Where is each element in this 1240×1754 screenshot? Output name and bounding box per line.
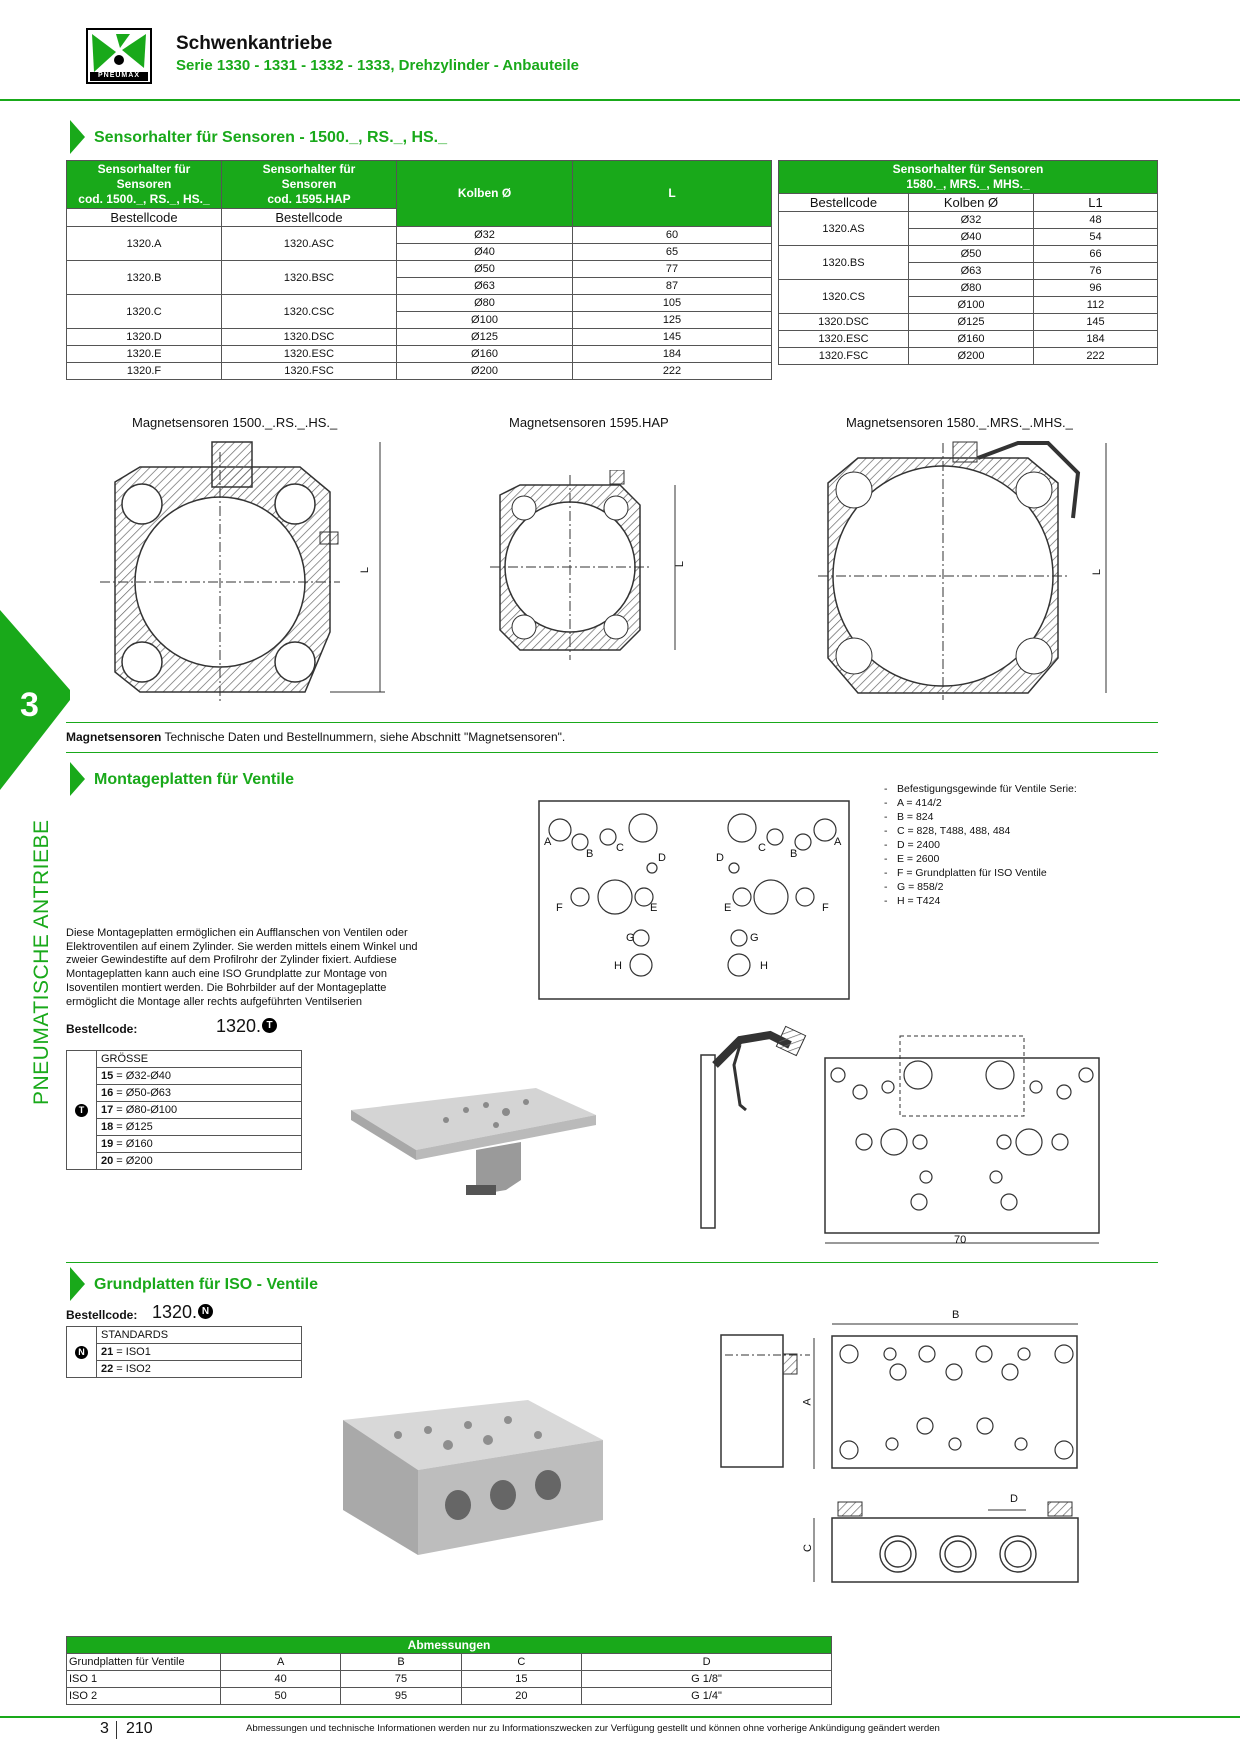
option-cell [97, 1153, 302, 1170]
table-row [67, 346, 772, 363]
head-line: cod. 1595.HAP [267, 192, 351, 206]
dim-L-2: L [674, 560, 687, 568]
table-row [67, 227, 772, 244]
table-row [779, 280, 1158, 297]
option-key: 15 [101, 1070, 114, 1082]
order-marker: T [262, 1018, 277, 1033]
table-row [67, 1102, 302, 1119]
plate-label-D2: D [716, 852, 724, 864]
code-1580: 1320.AS [779, 212, 909, 246]
bullet: - [884, 839, 888, 851]
l1-cell: 184 [1034, 331, 1158, 348]
dim-D: D [1010, 1493, 1018, 1505]
plate-label-F: F [556, 902, 563, 914]
thread-item [884, 880, 1144, 894]
desc-line: zweier Gewindestifte auf dem Profilrohr der Zylinder fixiert. Aufdiese [66, 954, 397, 967]
table-head: STANDARDS [97, 1327, 302, 1344]
size-table [66, 1050, 302, 1170]
table-row [779, 246, 1158, 263]
footer-disclaimer: Abmessungen und technische Informationen werden nur zu Informationszwecken zur Verfügung gestellt und können ohne vorherige Ankündigung geändert werden [246, 1723, 940, 1734]
l-cell: 87 [573, 278, 772, 295]
marker-dot: T [75, 1104, 88, 1117]
footer-rule [0, 1716, 1240, 1718]
code-1500: 1320.D [67, 329, 222, 346]
table-header-row [67, 1327, 302, 1344]
col-head-1595 [222, 161, 397, 209]
col-head: D [582, 1654, 832, 1671]
table-row [67, 363, 772, 380]
plate-label-C: C [616, 842, 624, 854]
head-line: Sensoren [116, 177, 172, 191]
cell: 50 [221, 1688, 341, 1705]
header-rule [0, 99, 1240, 101]
marker-dot: N [75, 1346, 88, 1359]
col-head: Grundplatten für Ventile [67, 1654, 221, 1671]
thread-text: A = 414/2 [897, 797, 942, 809]
code-1595: 1320.DSC [222, 329, 397, 346]
table-header-row [779, 161, 1158, 194]
thread-text: D = 2400 [897, 839, 940, 851]
col-head: A [221, 1654, 341, 1671]
kolben-cell: Ø40 [909, 229, 1034, 246]
chapter-number: 3 [20, 686, 39, 724]
code-1500: 1320.E [67, 346, 222, 363]
table-subheader-row [779, 194, 1158, 212]
cell: G 1/8" [582, 1671, 832, 1688]
table-row [67, 1688, 832, 1705]
dim-L-1: L [359, 566, 372, 574]
plate-label-F2: F [822, 902, 829, 914]
chapter-label: PNEUMATISCHE ANTRIEBE [30, 819, 53, 1105]
l-cell: 222 [573, 363, 772, 380]
desc-line: Diese Montageplatten ermöglichen ein Aufflanschen von Ventilen oder [66, 927, 408, 939]
head-line: Sensorhalter für [97, 162, 191, 176]
kolben-cell: Ø100 [909, 297, 1034, 314]
order-code-2: 1320. [152, 1302, 198, 1322]
kolben-cell: Ø200 [397, 363, 573, 380]
order-code-row-2 [66, 1302, 306, 1324]
section-arrow [70, 120, 85, 154]
table-row [67, 1361, 302, 1378]
thread-item [884, 866, 1144, 880]
section-rule [66, 722, 1158, 723]
section-title: Montageplatten für Ventile [94, 771, 295, 788]
mounting-plate-drawing [538, 800, 850, 1000]
thread-item [884, 824, 1144, 838]
col-head: B [341, 1654, 461, 1671]
page-subtitle: Serie 1330 - 1331 - 1332 - 1333, Drehzylinder - Anbauteile [176, 57, 579, 74]
sub-head: Bestellcode [222, 209, 397, 227]
kolben-cell: Ø40 [397, 244, 573, 261]
table-row [67, 1085, 302, 1102]
code-1500: 1320.F [67, 363, 222, 380]
option-cell [97, 1136, 302, 1153]
drawing-caption-3: Magnetsensoren 1580._.MRS._.MHS._ [846, 415, 1073, 430]
order-marker-2: N [198, 1304, 213, 1319]
table-row [67, 329, 772, 346]
l1-cell: 66 [1034, 246, 1158, 263]
standards-table [66, 1326, 302, 1378]
mounting-description [66, 927, 486, 1009]
option-key: 21 [101, 1346, 114, 1358]
thread-text: C = 828, T488, 488, 484 [897, 825, 1011, 837]
table-row [779, 331, 1158, 348]
page-number: 210 [126, 1720, 153, 1737]
option-key: 22 [101, 1363, 114, 1375]
bullet: - [884, 811, 888, 823]
marker-cell [67, 1327, 97, 1378]
marker-cell [67, 1051, 97, 1170]
table-row [67, 295, 772, 312]
kolben-cell: Ø160 [397, 346, 573, 363]
sensor-table-1 [66, 160, 772, 380]
sub-head: L1 [1034, 194, 1158, 212]
kolben-cell: Ø200 [909, 348, 1034, 365]
plate-label-E2: E [724, 902, 732, 914]
option-value: = Ø80-Ø100 [113, 1104, 178, 1116]
option-key: 19 [101, 1138, 114, 1150]
iso-baseplate-photo [338, 1400, 608, 1560]
kolben-cell: Ø80 [909, 280, 1034, 297]
thread-text: E = 2600 [897, 853, 940, 865]
option-key: 17 [101, 1104, 114, 1116]
option-key: 20 [101, 1155, 114, 1167]
kolben-cell: Ø125 [397, 329, 573, 346]
order-code: 1320. [216, 1016, 262, 1036]
head-line: cod. 1500._, RS._, HS._ [78, 192, 210, 206]
plate-label-B: B [586, 848, 594, 860]
section-rule-2 [66, 752, 1158, 753]
thread-item [884, 782, 1144, 796]
bracket-drawing [700, 1025, 810, 1230]
thread-item [884, 894, 1144, 908]
option-value: = Ø32-Ø40 [113, 1070, 172, 1082]
table-row [67, 261, 772, 278]
col-head-L: L [573, 161, 772, 227]
dim-B: B [952, 1309, 960, 1321]
code-1500: 1320.A [67, 227, 222, 261]
option-value: = ISO2 [113, 1363, 151, 1375]
desc-line: Isoventilen montiert werden. Die Bohrbilder auf der Montageplatte [66, 981, 387, 994]
order-label-2: Bestellcode: [66, 1308, 138, 1322]
sub-head: Bestellcode [67, 209, 222, 227]
l1-cell: 96 [1034, 280, 1158, 297]
table-row [67, 1344, 302, 1361]
plate-label-D: D [658, 852, 666, 864]
section-arrow [70, 1267, 85, 1301]
thread-text: B = 824 [897, 811, 934, 823]
table-header-row [67, 1654, 832, 1671]
option-value: = Ø200 [113, 1155, 153, 1167]
dim-L-3: L [1091, 568, 1104, 576]
code-1580: 1320.CS [779, 280, 909, 314]
col-head-1500 [67, 161, 222, 209]
head-line: Sensoren [281, 177, 337, 191]
code-1500: 1320.C [67, 295, 222, 329]
option-cell [97, 1068, 302, 1085]
table-title-row [67, 1637, 832, 1654]
cell: ISO 1 [67, 1671, 221, 1688]
table-row [779, 212, 1158, 229]
code-1500: 1320.B [67, 261, 222, 295]
dim-C: C [801, 1544, 814, 1552]
section-title: Grundplatten für ISO - Ventile [94, 1276, 319, 1293]
plate-label-G: G [626, 932, 635, 944]
col-head-1580 [779, 161, 1158, 194]
code-1580: 1320.DSC [779, 314, 909, 331]
bullet: - [884, 797, 888, 809]
l-cell: 125 [573, 312, 772, 329]
kolben-cell: Ø100 [397, 312, 573, 329]
bullet: - [884, 853, 888, 865]
desc-line: Elektroventilen auf einem Zylinder. Sie werden mittels einem Winkel und [66, 940, 418, 953]
thread-text: Befestigungsgewinde für Ventile Serie: [897, 783, 1077, 795]
section-arrow [70, 762, 85, 796]
thread-text: G = 858/2 [897, 881, 944, 893]
plate-front-drawing [824, 1030, 1100, 1255]
kolben-cell: Ø80 [397, 295, 573, 312]
page-title: Schwenkantriebe [176, 33, 333, 54]
plate-label-E: E [650, 902, 658, 914]
col-head-kolben: Kolben Ø [397, 161, 573, 227]
sensor-table-2 [778, 160, 1158, 365]
order-code-row [66, 1016, 306, 1038]
thread-item [884, 796, 1144, 810]
dim-A: A [801, 1398, 814, 1406]
cell: 15 [461, 1671, 581, 1688]
table-header-row [67, 1051, 302, 1068]
table-row [779, 348, 1158, 365]
bullet: - [884, 783, 888, 795]
kolben-cell: Ø160 [909, 331, 1034, 348]
l1-cell: 222 [1034, 348, 1158, 365]
logo-text: PNEUMAX [97, 72, 140, 79]
sensor-note-text: Technische Daten und Bestellnummern, siehe Abschnitt "Magnetsensoren". [161, 730, 566, 744]
table-row [67, 1153, 302, 1170]
drawing-caption-1: Magnetsensoren 1500._.RS._.HS._ [132, 415, 338, 430]
table-row [67, 1136, 302, 1153]
code-1580: 1320.FSC [779, 348, 909, 365]
head-line: 1580._, MRS._, MHS._ [906, 177, 1030, 191]
thread-item [884, 810, 1144, 824]
thread-text: H = T424 [897, 895, 941, 907]
sub-head: Kolben Ø [909, 194, 1034, 212]
table-head: GRÖSSE [97, 1051, 302, 1068]
l1-cell: 48 [1034, 212, 1158, 229]
bullet: - [884, 825, 888, 837]
section-rule-3 [66, 1262, 1158, 1263]
order-label: Bestellcode: [66, 1022, 138, 1036]
code-1595: 1320.ESC [222, 346, 397, 363]
option-cell [97, 1344, 302, 1361]
plate-label-A2: A [834, 836, 842, 848]
thread-list [884, 782, 1144, 908]
l-cell: 105 [573, 295, 772, 312]
thread-item [884, 852, 1144, 866]
bullet: - [884, 867, 888, 879]
footer-separator [116, 1721, 117, 1739]
option-value: = Ø50-Ø63 [113, 1087, 172, 1099]
plate-label-H: H [614, 960, 622, 972]
cell: 40 [221, 1671, 341, 1688]
option-value: = ISO1 [113, 1346, 151, 1358]
head-line: Sensorhalter für Sensoren [892, 162, 1044, 176]
plate-label-H2: H [760, 960, 768, 972]
desc-line: Montageplatten kann auch eine ISO Grundplatte zur Montage von [66, 968, 388, 981]
l-cell: 145 [573, 329, 772, 346]
code-1595: 1320.FSC [222, 363, 397, 380]
logo [86, 28, 152, 84]
sensor-note [66, 730, 565, 744]
plate-label-B2: B [790, 848, 798, 860]
code-1580: 1320.ESC [779, 331, 909, 348]
code-1580: 1320.BS [779, 246, 909, 280]
chapter-tab [0, 610, 70, 810]
option-cell [97, 1361, 302, 1378]
sensor-note-bold: Magnetsensoren [66, 730, 162, 744]
option-cell [97, 1085, 302, 1102]
plate-label-A: A [544, 836, 552, 848]
cell: G 1/4" [582, 1688, 832, 1705]
option-value: = Ø160 [113, 1138, 153, 1150]
l1-cell: 76 [1034, 263, 1158, 280]
col-head: C [461, 1654, 581, 1671]
kolben-cell: Ø125 [909, 314, 1034, 331]
kolben-cell: Ø32 [397, 227, 573, 244]
iso-front-drawing [801, 1490, 1088, 1585]
l-cell: 60 [573, 227, 772, 244]
code-1595: 1320.BSC [222, 261, 397, 295]
cell: 95 [341, 1688, 461, 1705]
option-key: 18 [101, 1121, 114, 1133]
mounting-plate-photo [346, 1080, 596, 1202]
l1-cell: 54 [1034, 229, 1158, 246]
cell: ISO 2 [67, 1688, 221, 1705]
thread-text: F = Grundplatten für ISO Ventile [897, 867, 1047, 879]
bullet: - [884, 895, 888, 907]
kolben-cell: Ø63 [397, 278, 573, 295]
option-cell [97, 1102, 302, 1119]
kolben-cell: Ø63 [909, 263, 1034, 280]
code-1595: 1320.ASC [222, 227, 397, 261]
table-header-row [67, 161, 772, 209]
sensor-holder-drawing-3 [818, 438, 1118, 700]
l1-cell: 112 [1034, 297, 1158, 314]
desc-line: ermöglicht die Montage aller rechts aufgeführten Ventilserien [66, 995, 362, 1008]
thread-item [884, 838, 1144, 852]
l1-cell: 145 [1034, 314, 1158, 331]
kolben-cell: Ø50 [397, 261, 573, 278]
cell: 75 [341, 1671, 461, 1688]
plate-label-C2: C [758, 842, 766, 854]
plate-label-G2: G [750, 932, 759, 944]
table-row [779, 314, 1158, 331]
table-title: Abmessungen [67, 1637, 832, 1654]
drawing-caption-2: Magnetsensoren 1595.HAP [509, 415, 669, 430]
l-cell: 65 [573, 244, 772, 261]
option-key: 16 [101, 1087, 114, 1099]
dimensions-table [66, 1636, 832, 1705]
sensor-holder-drawing-1 [100, 432, 400, 702]
cell: 20 [461, 1688, 581, 1705]
bullet: - [884, 881, 888, 893]
iso-top-drawing [800, 1309, 1090, 1474]
head-line: Sensorhalter für [262, 162, 356, 176]
section-title: Sensorhalter für Sensoren - 1500._, RS._, HS._ [94, 129, 448, 146]
table-row [67, 1671, 832, 1688]
table-row [67, 1119, 302, 1136]
code-1595: 1320.CSC [222, 295, 397, 329]
l-cell: 77 [573, 261, 772, 278]
kolben-cell: Ø50 [909, 246, 1034, 263]
kolben-cell: Ø32 [909, 212, 1034, 229]
footer-chapter: 3 [100, 1720, 109, 1737]
table-row [67, 1068, 302, 1085]
option-cell [97, 1119, 302, 1136]
dim-70: 70 [954, 1234, 967, 1246]
option-value: = Ø125 [113, 1121, 153, 1133]
l-cell: 184 [573, 346, 772, 363]
sensor-holder-drawing-2 [490, 470, 710, 660]
sub-head: Bestellcode [779, 194, 909, 212]
